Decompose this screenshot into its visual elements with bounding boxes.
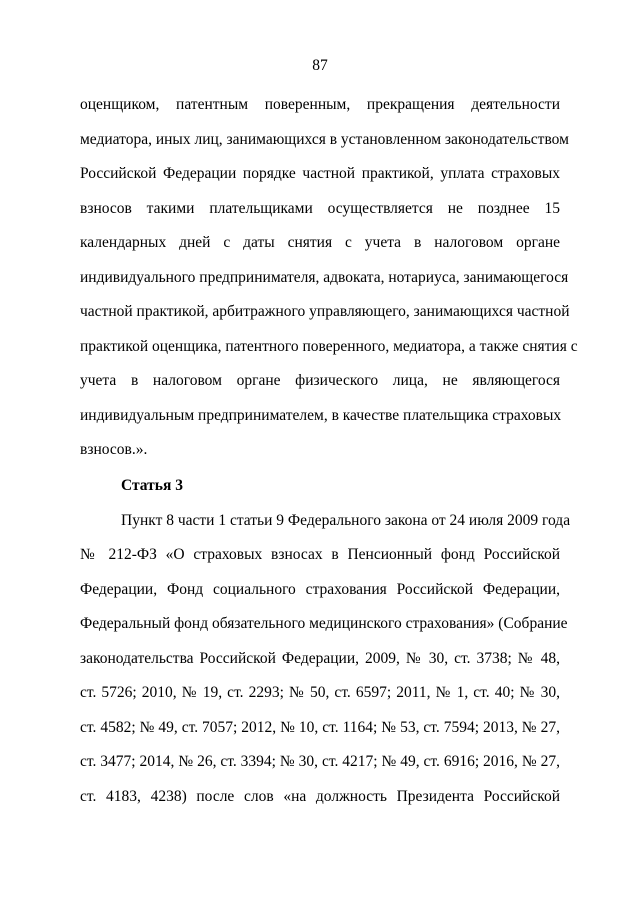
- text-line: ст. 4183, 4238) после слов «на должность Президента Российской: [80, 787, 560, 805]
- text-line: индивидуального предпринимателя, адвоката, нотариуса, занимающегося: [80, 268, 569, 286]
- text-line: ст. 3477; 2014, № 26, ст. 3394; № 30, ст. 4217; № 49, ст. 6916; 2016, № 27,: [80, 753, 560, 770]
- text-line: Пункт 8 части 1 статьи 9 Федерального закона от 24 июля 2009 года: [121, 511, 571, 529]
- text-line: Федеральный фонд обязательного медицинского страхования» (Собрание: [80, 615, 568, 632]
- text-line: № 212-ФЗ «О страховых взносах в Пенсионный фонд Российской: [80, 546, 560, 563]
- text-line: частной практикой, арбитражного управляющего, занимающихся частной: [80, 303, 570, 320]
- article-heading: Статья 3: [121, 477, 183, 494]
- text-line: Федерации, Фонд социального страхования Российской Федерации,: [80, 580, 560, 598]
- text-line: календарных дней с даты снятия с учета в налоговом органе: [80, 234, 560, 251]
- text-line: законодательства Российской Федерации, 2009, № 30, ст. 3738; № 48,: [80, 649, 560, 667]
- article-3-section: [80, 469, 571, 814]
- text-line: индивидуальным предпринимателем, в качестве плательщика страховых: [80, 406, 562, 424]
- text-line: взносов.».: [80, 441, 148, 458]
- text-line: взносов такими плательщиками осуществляется не позднее 15: [80, 199, 560, 217]
- page-number: 87: [312, 57, 328, 74]
- text-line: Российской Федерации порядке частной практикой, уплата страховых: [80, 165, 560, 182]
- text-line: практикой оценщика, патентного поверенного, медиатора, а также снятия с: [80, 337, 578, 355]
- text-line: медиатора, иных лиц, занимающихся в установленном законодательством: [80, 130, 569, 148]
- text-line: ст. 4582; № 49, ст. 7057; 2012, № 10, ст. 1164; № 53, ст. 7594; 2013, № 27,: [80, 718, 560, 736]
- paragraph-1: [80, 88, 578, 468]
- text-line: оценщиком, патентным поверенным, прекращения деятельности: [80, 96, 560, 113]
- text-line: учета в налоговом органе физического лица, не являющегося: [80, 372, 560, 389]
- text-line: ст. 5726; 2010, № 19, ст. 2293; № 50, ст. 6597; 2011, № 1, ст. 40; № 30,: [80, 684, 560, 701]
